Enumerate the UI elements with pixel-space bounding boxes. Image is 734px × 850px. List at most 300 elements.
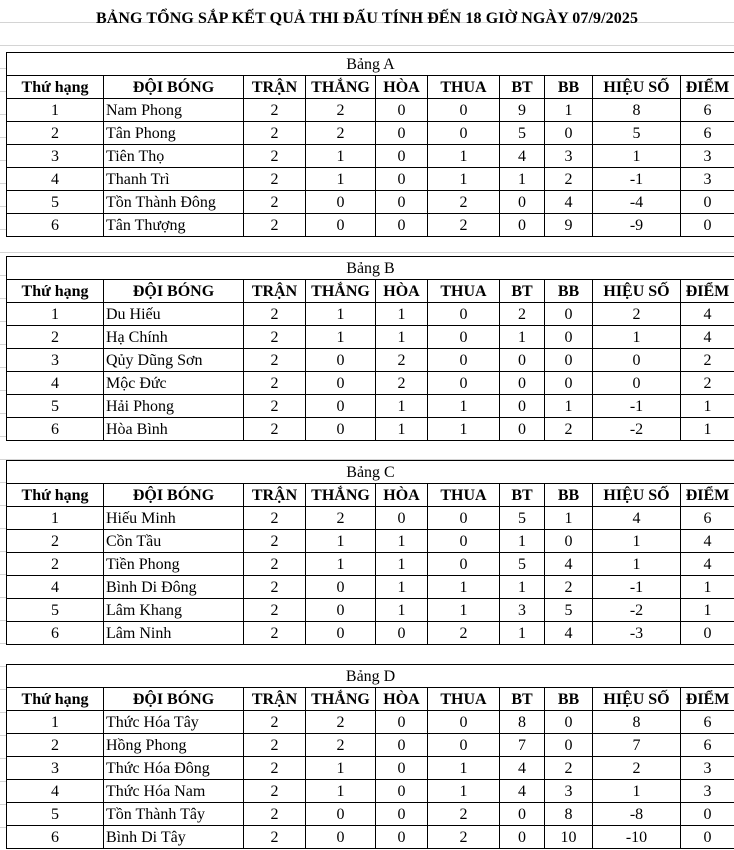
- cell-won: 2: [306, 99, 376, 122]
- cell-team: Hạ Chính: [104, 326, 244, 349]
- cell-gf: 7: [500, 734, 545, 757]
- cell-rank: 4: [7, 372, 104, 395]
- cell-points: 6: [681, 711, 734, 734]
- cell-won: 0: [306, 826, 376, 849]
- cell-team: Lâm Khang: [104, 599, 244, 622]
- cell-ga: 1: [545, 395, 593, 418]
- cell-ga: 0: [545, 372, 593, 395]
- cell-lost: 2: [428, 622, 500, 645]
- cell-won: 0: [306, 372, 376, 395]
- cell-ga: 3: [545, 145, 593, 168]
- column-header: HIỆU SỐ: [593, 76, 681, 99]
- cell-lost: 1: [428, 757, 500, 780]
- cell-points: 3: [681, 757, 734, 780]
- cell-team: Tân Phong: [104, 122, 244, 145]
- table-row: [7, 599, 734, 622]
- column-header: TRẬN: [244, 688, 306, 711]
- column-header: BB: [545, 688, 593, 711]
- cell-ga: 2: [545, 418, 593, 441]
- cell-ga: 3: [545, 780, 593, 803]
- cell-team: Hiếu Minh: [104, 507, 244, 530]
- cell-gd: -8: [593, 803, 681, 826]
- column-header: HIỆU SỐ: [593, 280, 681, 303]
- column-header: Thứ hạng: [7, 76, 104, 99]
- cell-rank: 4: [7, 576, 104, 599]
- cell-lost: 1: [428, 395, 500, 418]
- column-header: TRẬN: [244, 76, 306, 99]
- cell-ga: 1: [545, 99, 593, 122]
- cell-gd: 2: [593, 303, 681, 326]
- group-table: [6, 256, 734, 441]
- cell-won: 0: [306, 576, 376, 599]
- cell-team: Thức Hóa Đông: [104, 757, 244, 780]
- cell-gd: -4: [593, 191, 681, 214]
- cell-won: 2: [306, 122, 376, 145]
- cell-team: Tiên Thọ: [104, 145, 244, 168]
- cell-rank: 4: [7, 168, 104, 191]
- column-header: ĐỘI BÓNG: [104, 280, 244, 303]
- cell-points: 4: [681, 303, 734, 326]
- cell-played: 2: [244, 507, 306, 530]
- cell-lost: 2: [428, 191, 500, 214]
- cell-ga: 1: [545, 507, 593, 530]
- cell-played: 2: [244, 803, 306, 826]
- column-header: TRẬN: [244, 280, 306, 303]
- cell-rank: 6: [7, 418, 104, 441]
- table-row: [7, 734, 734, 757]
- cell-rank: 2: [7, 734, 104, 757]
- cell-team: Mộc Đức: [104, 372, 244, 395]
- cell-points: 3: [681, 145, 734, 168]
- column-header: BB: [545, 76, 593, 99]
- cell-gf: 5: [500, 553, 545, 576]
- cell-gd: 1: [593, 145, 681, 168]
- cell-ga: 2: [545, 757, 593, 780]
- cell-ga: 0: [545, 349, 593, 372]
- cell-lost: 0: [428, 303, 500, 326]
- column-header: Thứ hạng: [7, 484, 104, 507]
- cell-won: 1: [306, 168, 376, 191]
- header-row: [7, 280, 734, 303]
- cell-ga: 4: [545, 553, 593, 576]
- cell-drawn: 2: [376, 349, 428, 372]
- cell-lost: 2: [428, 826, 500, 849]
- cell-gf: 4: [500, 757, 545, 780]
- cell-lost: 2: [428, 214, 500, 237]
- cell-team: Tồn Thành Tây: [104, 803, 244, 826]
- cell-gd: 8: [593, 99, 681, 122]
- cell-won: 1: [306, 303, 376, 326]
- cell-gd: 4: [593, 507, 681, 530]
- cell-points: 6: [681, 99, 734, 122]
- cell-drawn: 1: [376, 576, 428, 599]
- column-header: TRẬN: [244, 484, 306, 507]
- column-header: BT: [500, 484, 545, 507]
- table-row: [7, 349, 734, 372]
- cell-gf: 0: [500, 214, 545, 237]
- table-row: [7, 530, 734, 553]
- table-row: [7, 803, 734, 826]
- cell-gd: 1: [593, 553, 681, 576]
- column-header: ĐIỂM: [681, 688, 734, 711]
- cell-lost: 0: [428, 372, 500, 395]
- cell-played: 2: [244, 622, 306, 645]
- cell-won: 1: [306, 326, 376, 349]
- cell-ga: 2: [545, 576, 593, 599]
- cell-gd: 7: [593, 734, 681, 757]
- cell-points: 3: [681, 780, 734, 803]
- column-header: BB: [545, 484, 593, 507]
- cell-rank: 1: [7, 303, 104, 326]
- table-row: [7, 826, 734, 849]
- cell-points: 4: [681, 326, 734, 349]
- cell-lost: 0: [428, 734, 500, 757]
- cell-gf: 0: [500, 349, 545, 372]
- cell-gd: -1: [593, 168, 681, 191]
- cell-ga: 0: [545, 734, 593, 757]
- cell-drawn: 0: [376, 803, 428, 826]
- cell-won: 0: [306, 803, 376, 826]
- cell-points: 6: [681, 734, 734, 757]
- cell-points: 0: [681, 803, 734, 826]
- cell-drawn: 2: [376, 372, 428, 395]
- cell-points: 2: [681, 349, 734, 372]
- cell-gd: 2: [593, 757, 681, 780]
- group-table: [6, 460, 734, 645]
- cell-won: 0: [306, 349, 376, 372]
- cell-points: 2: [681, 372, 734, 395]
- column-header: BT: [500, 76, 545, 99]
- cell-ga: 9: [545, 214, 593, 237]
- cell-rank: 3: [7, 757, 104, 780]
- cell-gd: 5: [593, 122, 681, 145]
- cell-rank: 5: [7, 599, 104, 622]
- cell-played: 2: [244, 122, 306, 145]
- column-header: THẮNG: [306, 484, 376, 507]
- cell-lost: 1: [428, 599, 500, 622]
- cell-played: 2: [244, 99, 306, 122]
- cell-won: 1: [306, 780, 376, 803]
- cell-lost: 0: [428, 507, 500, 530]
- cell-won: 2: [306, 734, 376, 757]
- cell-gf: 1: [500, 530, 545, 553]
- group-table: [6, 664, 734, 849]
- column-header: ĐIỂM: [681, 484, 734, 507]
- cell-won: 0: [306, 214, 376, 237]
- column-header: HÒA: [376, 688, 428, 711]
- column-header: HÒA: [376, 280, 428, 303]
- cell-team: Hải Phong: [104, 395, 244, 418]
- cell-points: 6: [681, 122, 734, 145]
- table-row: [7, 326, 734, 349]
- cell-gf: 4: [500, 145, 545, 168]
- cell-rank: 5: [7, 395, 104, 418]
- cell-gd: 1: [593, 780, 681, 803]
- column-header: ĐIỂM: [681, 280, 734, 303]
- cell-played: 2: [244, 530, 306, 553]
- cell-played: 2: [244, 780, 306, 803]
- cell-lost: 1: [428, 418, 500, 441]
- cell-gd: 0: [593, 349, 681, 372]
- cell-points: 4: [681, 553, 734, 576]
- cell-points: 1: [681, 418, 734, 441]
- cell-ga: 0: [545, 326, 593, 349]
- cell-rank: 5: [7, 191, 104, 214]
- cell-won: 0: [306, 395, 376, 418]
- cell-team: Cồn Tầu: [104, 530, 244, 553]
- cell-played: 2: [244, 576, 306, 599]
- cell-lost: 1: [428, 780, 500, 803]
- cell-team: Bình Di Đông: [104, 576, 244, 599]
- cell-drawn: 0: [376, 99, 428, 122]
- cell-won: 1: [306, 145, 376, 168]
- cell-drawn: 1: [376, 553, 428, 576]
- cell-drawn: 0: [376, 711, 428, 734]
- cell-drawn: 1: [376, 599, 428, 622]
- cell-points: 0: [681, 622, 734, 645]
- cell-gf: 1: [500, 622, 545, 645]
- table-row: [7, 168, 734, 191]
- cell-points: 1: [681, 599, 734, 622]
- cell-gf: 0: [500, 191, 545, 214]
- cell-drawn: 0: [376, 734, 428, 757]
- cell-lost: 0: [428, 349, 500, 372]
- cell-played: 2: [244, 757, 306, 780]
- cell-ga: 2: [545, 168, 593, 191]
- table-row: [7, 214, 734, 237]
- cell-gd: -2: [593, 418, 681, 441]
- column-header: Thứ hạng: [7, 688, 104, 711]
- cell-team: Hồng Phong: [104, 734, 244, 757]
- cell-drawn: 1: [376, 326, 428, 349]
- cell-drawn: 0: [376, 622, 428, 645]
- cell-rank: 4: [7, 780, 104, 803]
- cell-gf: 8: [500, 711, 545, 734]
- cell-team: Qủy Dũng Sơn: [104, 349, 244, 372]
- cell-gf: 9: [500, 99, 545, 122]
- table-row: [7, 418, 734, 441]
- cell-gf: 5: [500, 507, 545, 530]
- cell-played: 2: [244, 826, 306, 849]
- cell-gf: 1: [500, 326, 545, 349]
- cell-ga: 0: [545, 530, 593, 553]
- cell-team: Hòa Bình: [104, 418, 244, 441]
- table-row: [7, 711, 734, 734]
- cell-gf: 1: [500, 576, 545, 599]
- cell-team: Bình Di Tây: [104, 826, 244, 849]
- column-header: Thứ hạng: [7, 280, 104, 303]
- cell-rank: 6: [7, 622, 104, 645]
- cell-drawn: 0: [376, 757, 428, 780]
- cell-team: Tồn Thành Đông: [104, 191, 244, 214]
- cell-lost: 0: [428, 530, 500, 553]
- cell-drawn: 0: [376, 191, 428, 214]
- column-header: THUA: [428, 688, 500, 711]
- cell-team: Lâm Ninh: [104, 622, 244, 645]
- cell-rank: 5: [7, 803, 104, 826]
- cell-gf: 4: [500, 780, 545, 803]
- cell-team: Thanh Trì: [104, 168, 244, 191]
- cell-played: 2: [244, 734, 306, 757]
- column-header: HIỆU SỐ: [593, 484, 681, 507]
- cell-gf: 5: [500, 122, 545, 145]
- cell-lost: 1: [428, 168, 500, 191]
- column-header: THUA: [428, 76, 500, 99]
- cell-team: Nam Phong: [104, 99, 244, 122]
- table-row: [7, 372, 734, 395]
- cell-rank: 6: [7, 214, 104, 237]
- group-title: Bảng C: [7, 461, 734, 484]
- cell-points: 6: [681, 507, 734, 530]
- cell-drawn: 1: [376, 303, 428, 326]
- cell-points: 4: [681, 530, 734, 553]
- column-header: THUA: [428, 280, 500, 303]
- cell-ga: 4: [545, 191, 593, 214]
- table-row: [7, 622, 734, 645]
- table-row: [7, 99, 734, 122]
- cell-ga: 4: [545, 622, 593, 645]
- cell-rank: 1: [7, 99, 104, 122]
- table-row: [7, 122, 734, 145]
- cell-drawn: 0: [376, 507, 428, 530]
- cell-played: 2: [244, 214, 306, 237]
- table-row: [7, 757, 734, 780]
- cell-ga: 0: [545, 711, 593, 734]
- cell-lost: 0: [428, 122, 500, 145]
- cell-played: 2: [244, 372, 306, 395]
- cell-gd: 0: [593, 372, 681, 395]
- table-row: [7, 576, 734, 599]
- cell-played: 2: [244, 599, 306, 622]
- cell-lost: 0: [428, 711, 500, 734]
- page-title: BẢNG TỔNG SẮP KẾT QUẢ THI ĐẤU TÍNH ĐẾN 18 GIỜ NGÀY 07/9/2025: [95, 10, 639, 27]
- column-header: THẮNG: [306, 688, 376, 711]
- cell-gd: 1: [593, 326, 681, 349]
- cell-gd: -3: [593, 622, 681, 645]
- cell-gf: 2: [500, 303, 545, 326]
- cell-lost: 0: [428, 99, 500, 122]
- column-header: ĐỘI BÓNG: [104, 76, 244, 99]
- cell-won: 1: [306, 757, 376, 780]
- cell-drawn: 0: [376, 214, 428, 237]
- cell-points: 1: [681, 576, 734, 599]
- column-header: THUA: [428, 484, 500, 507]
- cell-drawn: 0: [376, 145, 428, 168]
- cell-team: Thức Hóa Tây: [104, 711, 244, 734]
- table-row: [7, 145, 734, 168]
- cell-ga: 8: [545, 803, 593, 826]
- cell-drawn: 1: [376, 395, 428, 418]
- cell-drawn: 0: [376, 122, 428, 145]
- cell-played: 2: [244, 418, 306, 441]
- cell-rank: 3: [7, 145, 104, 168]
- cell-won: 0: [306, 191, 376, 214]
- cell-gf: 1: [500, 168, 545, 191]
- table-row: [7, 303, 734, 326]
- cell-won: 1: [306, 553, 376, 576]
- table-row: [7, 507, 734, 530]
- cell-points: 1: [681, 395, 734, 418]
- cell-won: 0: [306, 418, 376, 441]
- table-row: [7, 553, 734, 576]
- cell-team: Tiền Phong: [104, 553, 244, 576]
- cell-lost: 0: [428, 326, 500, 349]
- cell-points: 3: [681, 168, 734, 191]
- cell-gd: -2: [593, 599, 681, 622]
- cell-drawn: 1: [376, 530, 428, 553]
- column-header: HIỆU SỐ: [593, 688, 681, 711]
- cell-drawn: 0: [376, 168, 428, 191]
- cell-rank: 3: [7, 349, 104, 372]
- column-header: BT: [500, 688, 545, 711]
- cell-team: Thức Hóa Nam: [104, 780, 244, 803]
- cell-rank: 1: [7, 711, 104, 734]
- cell-won: 2: [306, 711, 376, 734]
- group-title: Bảng A: [7, 53, 734, 76]
- cell-gf: 0: [500, 395, 545, 418]
- cell-gd: 1: [593, 530, 681, 553]
- cell-gf: 3: [500, 599, 545, 622]
- column-header: THẮNG: [306, 76, 376, 99]
- cell-played: 2: [244, 168, 306, 191]
- cell-gf: 0: [500, 418, 545, 441]
- cell-gf: 0: [500, 826, 545, 849]
- column-header: BB: [545, 280, 593, 303]
- column-header: ĐIỂM: [681, 76, 734, 99]
- group-table: [6, 52, 734, 237]
- column-header: BT: [500, 280, 545, 303]
- cell-gd: -10: [593, 826, 681, 849]
- cell-rank: 2: [7, 122, 104, 145]
- header-row: [7, 76, 734, 99]
- cell-gd: -1: [593, 576, 681, 599]
- cell-drawn: 1: [376, 418, 428, 441]
- cell-won: 0: [306, 622, 376, 645]
- column-header: HÒA: [376, 484, 428, 507]
- cell-rank: 2: [7, 530, 104, 553]
- cell-gd: 8: [593, 711, 681, 734]
- group-title: Bảng D: [7, 665, 734, 688]
- cell-points: 0: [681, 191, 734, 214]
- cell-gf: 0: [500, 372, 545, 395]
- table-row: [7, 780, 734, 803]
- cell-played: 2: [244, 553, 306, 576]
- cell-lost: 0: [428, 553, 500, 576]
- cell-points: 0: [681, 214, 734, 237]
- column-header: ĐỘI BÓNG: [104, 688, 244, 711]
- cell-rank: 1: [7, 507, 104, 530]
- group-title: Bảng B: [7, 257, 734, 280]
- cell-won: 1: [306, 530, 376, 553]
- column-header: THẮNG: [306, 280, 376, 303]
- header-row: [7, 688, 734, 711]
- table-row: [7, 395, 734, 418]
- column-header: HÒA: [376, 76, 428, 99]
- cell-rank: 6: [7, 826, 104, 849]
- cell-gd: -9: [593, 214, 681, 237]
- header-row: [7, 484, 734, 507]
- cell-ga: 0: [545, 303, 593, 326]
- cell-played: 2: [244, 711, 306, 734]
- cell-played: 2: [244, 191, 306, 214]
- cell-ga: 5: [545, 599, 593, 622]
- cell-ga: 0: [545, 122, 593, 145]
- cell-team: Tân Thượng: [104, 214, 244, 237]
- column-header: ĐỘI BÓNG: [104, 484, 244, 507]
- cell-played: 2: [244, 303, 306, 326]
- cell-rank: 2: [7, 326, 104, 349]
- cell-lost: 1: [428, 576, 500, 599]
